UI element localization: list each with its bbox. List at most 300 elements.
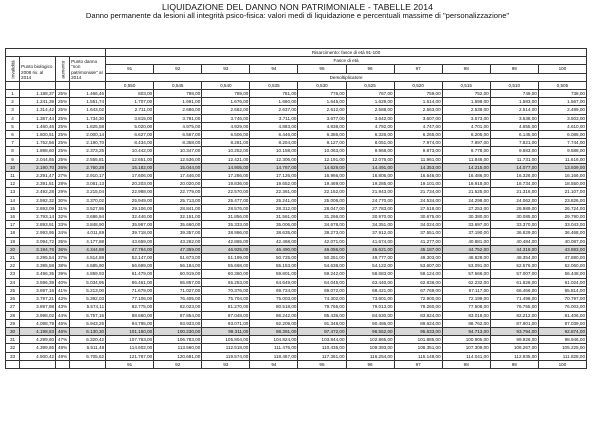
footer-age-cell: 99	[490, 360, 538, 368]
punto-biologico-cell: 3.897,98	[20, 303, 56, 311]
value-cell: 31.856,00	[202, 213, 250, 221]
table-row	[6, 106, 587, 114]
value-cell: 17.126,00	[250, 172, 298, 180]
value-cell: 4.883,00	[250, 122, 298, 130]
value-cell: 76.755,00	[490, 303, 538, 311]
value-cell: 43.262,00	[154, 237, 202, 245]
value-cell: 76.405,00	[154, 295, 202, 303]
aumento-cell: 25%	[56, 90, 70, 98]
value-cell: 103.844,00	[298, 336, 346, 344]
punto-danno-cell: 5.034,95	[70, 278, 106, 286]
punto-biologico-cell: 3.295,54	[20, 254, 56, 262]
value-cell: 51.673,00	[154, 254, 202, 262]
table-row	[6, 286, 587, 294]
value-cell: 7.744,00	[538, 139, 586, 147]
value-cell: 28.841,00	[154, 204, 202, 212]
value-cell: 58.683,00	[346, 270, 394, 278]
age-header-cell: 96	[346, 65, 394, 73]
value-cell: 116.254,00	[346, 352, 394, 360]
value-cell: 46.056,00	[298, 245, 346, 253]
value-cell: 117.361,00	[298, 352, 346, 360]
punto-danno-cell: 4.344,88	[70, 245, 106, 253]
value-cell: 72.199,00	[442, 295, 490, 303]
table-row	[6, 229, 587, 237]
value-cell: 7.821,00	[490, 139, 538, 147]
value-cell: 61.024,00	[538, 278, 586, 286]
value-cell: 66.466,00	[490, 286, 538, 294]
value-cell: 80.518,00	[250, 303, 298, 311]
value-cell: 72.900,00	[394, 295, 442, 303]
value-cell: 6.446,00	[250, 131, 298, 139]
footer-age-cell: 92	[154, 360, 202, 368]
value-cell: 3.677,00	[298, 114, 346, 122]
value-cell: 2.662,00	[202, 106, 250, 114]
value-cell: 37.551,00	[394, 229, 442, 237]
value-cell: 47.359,00	[154, 245, 202, 253]
invalidity-cell: 22	[6, 262, 20, 270]
value-cell: 105.225,00	[538, 344, 586, 352]
invalidity-cell: 21	[6, 254, 20, 262]
table-row	[6, 139, 587, 147]
value-cell: 28.312,00	[250, 204, 298, 212]
value-cell: 26.724,00	[538, 204, 586, 212]
value-cell: 52.576,00	[490, 262, 538, 270]
value-cell: 12.306,00	[250, 155, 298, 163]
value-cell: 64.649,00	[250, 278, 298, 286]
value-cell: 17.446,00	[154, 172, 202, 180]
value-cell: 47.880,00	[538, 254, 586, 262]
value-cell: 55.153,00	[250, 262, 298, 270]
value-cell: 803,00	[106, 90, 154, 98]
aumento-cell: 25%	[56, 139, 70, 147]
value-cell: 36.829,00	[490, 229, 538, 237]
value-cell: 27.253,00	[442, 204, 490, 212]
value-cell: 42.865,00	[202, 237, 250, 245]
value-cell: 767,00	[346, 90, 394, 98]
value-cell: 67.769,00	[394, 286, 442, 294]
aumento-cell: 48%	[56, 344, 70, 352]
invalidity-cell: 14	[6, 196, 20, 204]
value-cell: 789,00	[202, 90, 250, 98]
value-cell: 88.762,00	[442, 319, 490, 327]
value-cell: 34.024,00	[394, 221, 442, 229]
value-cell: 1.660,00	[250, 98, 298, 106]
value-cell: 781,00	[250, 90, 298, 98]
punto-biologico-cell: 2.793,14	[20, 213, 56, 221]
value-cell: 60.919,00	[154, 270, 202, 278]
invalidity-cell: 24	[6, 278, 20, 286]
punto-danno-cell: 5.943,25	[70, 319, 106, 327]
value-cell: 12.191,00	[298, 155, 346, 163]
table-row	[6, 188, 587, 196]
aumento-cell: 41%	[56, 286, 70, 294]
value-cell: 119.574,00	[202, 352, 250, 360]
coefficient-cell: 0,545	[154, 81, 202, 89]
value-cell: 97.472,00	[298, 327, 346, 335]
invalidity-cell: 1	[6, 90, 20, 98]
value-cell: 12.076,00	[346, 155, 394, 163]
value-cell: 3.815,00	[106, 114, 154, 122]
value-cell: 3.503,00	[538, 114, 586, 122]
value-cell: 19.101,00	[394, 180, 442, 188]
value-cell: 84.630,00	[346, 311, 394, 319]
value-cell: 6.205,00	[442, 131, 490, 139]
value-cell: 2.514,00	[490, 106, 538, 114]
punto-biologico-cell: 1.752,56	[20, 139, 56, 147]
punto-danno-cell: 5.213,00	[70, 286, 106, 294]
value-cell: 88.660,00	[106, 311, 154, 319]
aumento-cell: 25%	[56, 131, 70, 139]
header-row-coeffs	[6, 81, 587, 89]
value-cell: 10.158,00	[250, 147, 298, 155]
table-row	[6, 327, 587, 335]
value-cell: 16.166,00	[538, 172, 586, 180]
value-cell: 36.468,00	[538, 229, 586, 237]
value-cell: 102.865,00	[346, 336, 394, 344]
invalidity-cell: 5	[6, 122, 20, 130]
value-cell: 70.797,00	[538, 295, 586, 303]
value-cell: 92.209,00	[250, 319, 298, 327]
value-cell: 21.107,00	[538, 188, 586, 196]
value-cell: 9.968,00	[346, 147, 394, 155]
value-cell: 27.783,00	[346, 204, 394, 212]
aumento-cell: 30%	[56, 196, 70, 204]
value-cell: 1.567,00	[538, 98, 586, 106]
value-cell: 61.479,00	[106, 270, 154, 278]
value-cell: 39.718,00	[106, 229, 154, 237]
table-row	[6, 352, 587, 360]
value-cell: 29.106,00	[106, 204, 154, 212]
value-cell: 93.071,00	[202, 319, 250, 327]
value-cell: 27.518,00	[394, 204, 442, 212]
punto-biologico-cell: 4.500,42	[20, 352, 56, 360]
value-cell: 121.787,00	[106, 352, 154, 360]
invalidity-cell: 16	[6, 213, 20, 221]
table-row	[6, 155, 587, 163]
table-row	[6, 147, 587, 155]
coefficient-cell: 0,510	[490, 81, 538, 89]
footer-age-cell: 100	[538, 360, 586, 368]
value-cell: 8.434,00	[106, 139, 154, 147]
value-cell: 28.576,00	[202, 204, 250, 212]
invalidity-cell: 30	[6, 327, 20, 335]
value-cell: 9.778,00	[442, 147, 490, 155]
value-cell: 25.713,00	[154, 196, 202, 204]
value-cell: 61.628,00	[490, 278, 538, 286]
coefficient-cell: 0,520	[394, 81, 442, 89]
coefficient-cell: 0,530	[298, 81, 346, 89]
value-cell: 22.152,00	[298, 188, 346, 196]
value-cell: 83.018,00	[442, 311, 490, 319]
value-cell: 21.943,00	[346, 188, 394, 196]
aumento-cell: 27%	[56, 172, 70, 180]
value-cell: 18.918,00	[442, 180, 490, 188]
value-cell: 4.975,00	[154, 122, 202, 130]
value-cell: 19.285,00	[346, 180, 394, 188]
invalidity-cell: 10	[6, 163, 20, 171]
value-cell: 42.468,00	[250, 237, 298, 245]
value-cell: 79.765,00	[298, 303, 346, 311]
invalidity-cell: 33	[6, 352, 20, 360]
aumento-cell: 42%	[56, 295, 70, 303]
punto-biologico-cell: 2.592,32	[20, 196, 56, 204]
value-cell: 47.794,00	[106, 245, 154, 253]
value-cell: 14.629,00	[298, 163, 346, 171]
value-cell: 101.885,00	[394, 336, 442, 344]
value-cell: 3.781,00	[154, 114, 202, 122]
aumento-cell: 25%	[56, 98, 70, 106]
value-cell: 14.905,00	[202, 163, 250, 171]
punto-danno-cell: 4.685,90	[70, 262, 106, 270]
value-cell: 50.725,00	[250, 254, 298, 262]
punto-danno-cell: 5.392,03	[70, 295, 106, 303]
value-cell: 40.484,00	[490, 237, 538, 245]
value-cell: 79.013,00	[346, 303, 394, 311]
value-cell: 1.614,00	[394, 98, 442, 106]
age-header-cell: 100	[538, 65, 586, 73]
punto-danno-cell: 4.859,93	[70, 270, 106, 278]
invalidity-cell: 11	[6, 172, 20, 180]
value-cell: 115.148,00	[394, 352, 442, 360]
value-cell: 16.486,00	[442, 172, 490, 180]
value-cell: 40.881,00	[442, 237, 490, 245]
coefficient-cell: 0,505	[538, 81, 586, 89]
value-cell: 2.489,00	[538, 106, 586, 114]
aumento-cell: 31%	[56, 204, 70, 212]
aumento-cell: 49%	[56, 352, 70, 360]
table-row	[6, 262, 587, 270]
value-cell: 58.124,00	[394, 270, 442, 278]
value-cell: 64.045,00	[298, 278, 346, 286]
value-cell: 9.683,00	[490, 147, 538, 155]
value-cell: 93.933,00	[154, 319, 202, 327]
aumento-cell: 26%	[56, 163, 70, 171]
value-cell: 1.676,00	[202, 98, 250, 106]
value-cell: 59.801,00	[250, 270, 298, 278]
value-cell: 46.490,00	[250, 245, 298, 253]
value-cell: 87.854,00	[154, 311, 202, 319]
aumento-cell: 47%	[56, 336, 70, 344]
value-cell: 37.190,00	[442, 229, 490, 237]
value-cell: 30.675,00	[394, 213, 442, 221]
aumento-cell: 44%	[56, 311, 70, 319]
value-cell: 25.477,00	[202, 196, 250, 204]
value-cell: 101.150,00	[106, 327, 154, 335]
punto-biologico-cell: 1.600,51	[20, 131, 56, 139]
value-cell: 71.679,00	[106, 286, 154, 294]
value-cell: 54.638,00	[298, 262, 346, 270]
aumento-cell: 37%	[56, 254, 70, 262]
value-cell: 35.333,00	[202, 221, 250, 229]
value-cell: 59.242,00	[298, 270, 346, 278]
value-cell: 22.361,00	[250, 188, 298, 196]
aumento-cell: 28%	[56, 180, 70, 188]
value-cell: 3.711,00	[250, 114, 298, 122]
value-cell: 51.199,00	[202, 254, 250, 262]
coefficient-cell: 0,525	[346, 81, 394, 89]
value-cell: 3.642,00	[346, 114, 394, 122]
punto-biologico-cell: 3.697,16	[20, 286, 56, 294]
value-cell: 8.281,00	[202, 139, 250, 147]
value-cell: 19.469,00	[298, 180, 346, 188]
invalidity-cell: 25	[6, 286, 20, 294]
value-cell: 8.051,00	[346, 139, 394, 147]
value-cell: 63.440,00	[346, 278, 394, 286]
invalidity-cell: 7	[6, 139, 20, 147]
punto-biologico-cell: 1.387,44	[20, 114, 56, 122]
value-cell: 26.989,00	[490, 204, 538, 212]
punto-biologico-cell: 2.291,47	[20, 172, 56, 180]
value-cell: 56.184,00	[154, 262, 202, 270]
punto-biologico-cell: 2.391,51	[20, 180, 56, 188]
punto-biologico-header: Punto biologico 2008 riv. al 2014	[20, 57, 56, 82]
punto-danno-cell: 1.466,46	[70, 90, 106, 98]
punto-biologico-cell: 4.399,65	[20, 344, 56, 352]
value-cell: 24.298,00	[442, 196, 490, 204]
footer-age-cell: 93	[202, 360, 250, 368]
age-header-cell: 93	[202, 65, 250, 73]
risarcimento-label: Risarcimento: fasce di età 91-100	[106, 49, 587, 57]
punto-biologico-cell: 1.898,60	[20, 147, 56, 155]
value-cell: 54.122,00	[346, 262, 394, 270]
value-cell: 95.633,00	[394, 327, 442, 335]
value-cell: 114.041,00	[442, 352, 490, 360]
punto-danno-cell: 2.555,81	[70, 155, 106, 163]
table-body	[6, 90, 587, 361]
aumento-cell: 25%	[56, 106, 70, 114]
value-cell: 8.358,00	[154, 139, 202, 147]
table-row	[6, 172, 587, 180]
age-header-cell: 98	[442, 65, 490, 73]
value-cell: 14.215,00	[442, 163, 490, 171]
table-row	[6, 213, 587, 221]
aumento-cell: 29%	[56, 188, 70, 196]
aumento-cell: 25%	[56, 122, 70, 130]
value-cell: 13.939,00	[538, 163, 586, 171]
invalidity-cell: 15	[6, 204, 20, 212]
value-cell: 18.550,00	[538, 180, 586, 188]
punto-danno-cell: 6.705,62	[70, 352, 106, 360]
age-header-cell: 99	[490, 65, 538, 73]
invalidita-header: Invalidità	[6, 57, 20, 82]
value-cell: 22.779,00	[154, 188, 202, 196]
coefficient-cell: 0,515	[442, 81, 490, 89]
value-cell: 32.151,00	[154, 213, 202, 221]
value-cell: 4.655,00	[490, 122, 538, 130]
value-cell: 16.806,00	[346, 172, 394, 180]
value-cell: 16.646,00	[394, 172, 442, 180]
punto-biologico-cell: 3.094,72	[20, 237, 56, 245]
value-cell: 17.286,00	[202, 172, 250, 180]
value-cell: 77.106,00	[106, 295, 154, 303]
header-row-fasce	[6, 57, 587, 65]
value-cell: 49.303,00	[394, 254, 442, 262]
invalidity-cell: 8	[6, 147, 20, 155]
value-cell: 3.607,00	[394, 114, 442, 122]
punto-danno-cell: 1.825,58	[70, 122, 106, 130]
punto-biologico-cell: 1.314,42	[20, 106, 56, 114]
value-cell: 77.508,00	[442, 303, 490, 311]
value-cell: 1.598,00	[442, 98, 490, 106]
value-cell: 21.734,00	[394, 188, 442, 196]
punto-danno-cell: 2.910,17	[70, 172, 106, 180]
value-cell: 100.230,00	[154, 327, 202, 335]
value-cell: 42.071,00	[298, 237, 346, 245]
value-cell: 49.777,00	[346, 254, 394, 262]
value-cell: 89.624,00	[394, 319, 442, 327]
aumento-cell: 35%	[56, 237, 70, 245]
value-cell: 4.701,00	[442, 122, 490, 130]
value-cell: 107.763,00	[106, 336, 154, 344]
age-header-cell: 94	[250, 65, 298, 73]
value-cell: 4.610,00	[538, 122, 586, 130]
value-cell: 106.783,00	[154, 336, 202, 344]
aumento-header: aumento	[56, 57, 70, 82]
punto-danno-cell: 2.000,14	[70, 131, 106, 139]
value-cell: 57.007,00	[490, 270, 538, 278]
value-cell: 100.905,00	[442, 336, 490, 344]
value-cell: 105.804,00	[202, 336, 250, 344]
invalidity-cell: 31	[6, 336, 20, 344]
value-cell: 65.857,00	[154, 278, 202, 286]
table-row	[6, 278, 587, 286]
value-cell: 11.616,00	[538, 155, 586, 163]
punto-danno-cell: 3.061,13	[70, 180, 106, 188]
value-cell: 75.704,00	[202, 295, 250, 303]
value-cell: 75.003,00	[250, 295, 298, 303]
aumento-cell: 45%	[56, 319, 70, 327]
invalidity-cell: 28	[6, 311, 20, 319]
value-cell: 57.566,00	[442, 270, 490, 278]
value-cell: 4.929,00	[202, 122, 250, 130]
value-cell: 2.538,00	[442, 106, 490, 114]
invalidity-cell: 20	[6, 245, 20, 253]
value-cell: 1.645,00	[298, 98, 346, 106]
value-cell: 41.674,00	[346, 237, 394, 245]
punto-biologico-cell: 2.492,28	[20, 188, 56, 196]
value-cell: 9.873,00	[394, 147, 442, 155]
value-cell: 109.393,00	[346, 344, 394, 352]
fasce-label: Fasce di età	[106, 57, 587, 65]
value-cell: 25.949,00	[106, 196, 154, 204]
value-cell: 21.316,00	[490, 188, 538, 196]
value-cell: 24.770,00	[346, 196, 394, 204]
value-cell: 35.987,00	[106, 221, 154, 229]
table-row	[6, 90, 587, 98]
value-cell: 120.681,00	[154, 352, 202, 360]
invalidity-cell: 17	[6, 221, 20, 229]
value-cell: 60.360,00	[202, 270, 250, 278]
footer-age-cell: 97	[394, 360, 442, 368]
value-cell: 2.686,00	[154, 106, 202, 114]
punto-danno-cell: 3.215,04	[70, 188, 106, 196]
value-cell: 738,00	[538, 90, 586, 98]
table-row	[6, 204, 587, 212]
table-row	[6, 295, 587, 303]
value-cell: 28.047,00	[298, 204, 346, 212]
table-row	[6, 311, 587, 319]
value-cell: 19.652,00	[250, 180, 298, 188]
value-cell: 12.421,00	[202, 155, 250, 163]
punto-biologico-cell: 4.098,79	[20, 319, 56, 327]
table-row	[6, 336, 587, 344]
value-cell: 18.734,00	[490, 180, 538, 188]
value-cell: 118.467,00	[250, 352, 298, 360]
punto-danno-cell: 1.734,30	[70, 114, 106, 122]
invalidity-cell: 4	[6, 114, 20, 122]
aumento-cell: 46%	[56, 327, 70, 335]
value-cell: 53.091,00	[442, 262, 490, 270]
